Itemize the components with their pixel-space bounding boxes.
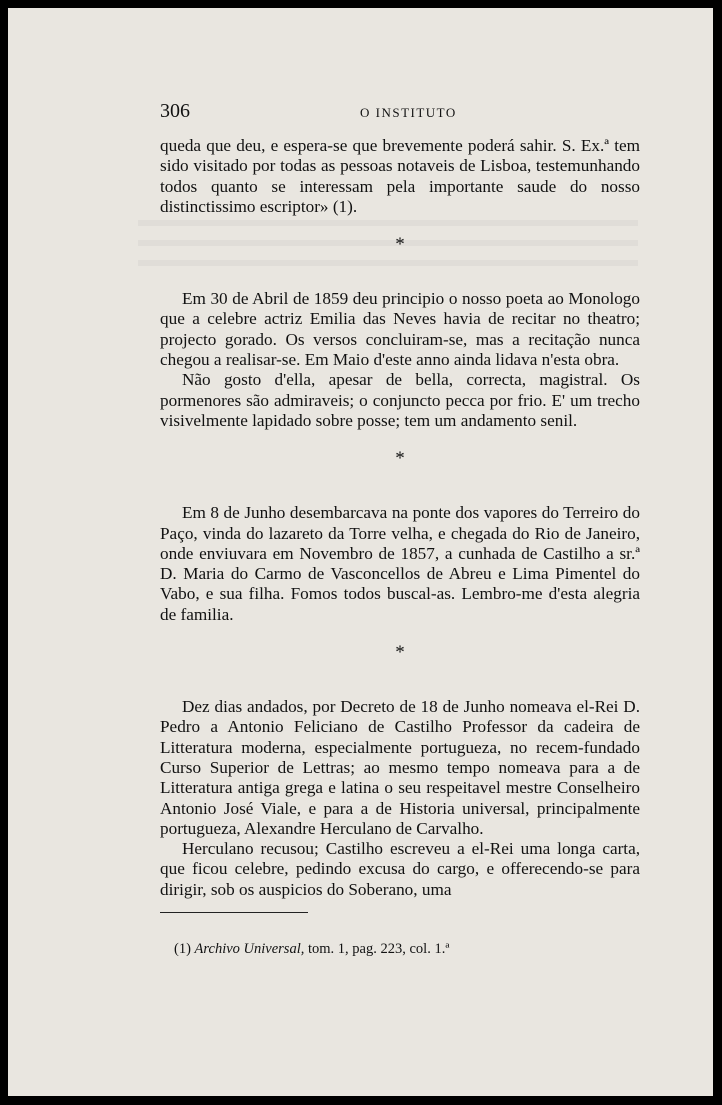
- footnote-rule: [160, 912, 308, 913]
- page-header: [160, 100, 640, 124]
- paragraph: Herculano recusou; Castilho escreveu a el-Rei uma longa carta, que ficou celebre, pedindo excusa do cargo, e offerecendo-se para dirigir, sob os auspicios do Soberano, uma: [160, 839, 640, 899]
- footnote: [174, 940, 634, 958]
- running-title: O INSTITUTO: [360, 105, 457, 120]
- paragraph: Em 30 de Abril de 1859 deu principio o nosso poeta ao Monologo que a celebre actriz Emilia das Neves havia de recitar no theatro; projecto gorado. Os versos concluiram-se, mas a recitação nunca chegou a realisar-se. Em Maio d'este anno ainda lidava n'esta obra.: [160, 289, 640, 370]
- footnote-reference: tom. 1, pag. 223, col. 1.ª: [307, 941, 450, 957]
- section-break-asterisk: *: [395, 642, 405, 664]
- body-text: [160, 136, 640, 900]
- footnote-source-title: Archivo Universal,: [194, 941, 305, 957]
- paragraph: Dez dias andados, por Decreto de 18 de Junho nomeava el-Rei D. Pedro a Antonio Feliciano de Castilho Professor da cadeira de Litteratura moderna, especialmente portugueza, no recem-fundado Curso Superior de Lettras; ao mesmo tempo nomeava para a de Litteratura antiga grega e latina o seu respeitavel mestre Conselheiro Antonio José Viale, e para a de Historia universal, principalmente portugueza, Alexandre Herculano de Carvalho.: [160, 697, 640, 838]
- section-break-asterisk: *: [395, 234, 405, 256]
- page-number: 306: [160, 100, 190, 122]
- section-break-asterisk: *: [395, 448, 405, 470]
- paragraph: Não gosto d'ella, apesar de bella, correcta, magistral. Os pormenores são admiraveis; o conjuncto pecca por frio. E' um trecho visivelmente lapidado sobre posse; tem um andamento senil.: [160, 370, 640, 430]
- book-page: [8, 8, 713, 1096]
- paragraph: queda que deu, e espera-se que brevemente poderá sahir. S. Ex.ª tem sido visitado por todas as pessoas notaveis de Lisboa, testemunhando todos quanto se interessam pela importante saude do nosso distinctissimo escriptor» (1).: [160, 136, 640, 216]
- paragraph: Em 8 de Junho desembarcava na ponte dos vapores do Terreiro do Paço, vinda do lazareto da Torre velha, e chegada do Rio de Janeiro, onde enviuvara em Novembro de 1857, a cunhada de Castilho a sr.ª D. Maria do Carmo de Vasconcellos de Abreu e Lima Pimentel do Vabo, e sua filha. Fomos todos buscal-as. Lembro-me d'esta alegria de familia.: [160, 503, 640, 624]
- footnote-mark: (1): [174, 941, 191, 957]
